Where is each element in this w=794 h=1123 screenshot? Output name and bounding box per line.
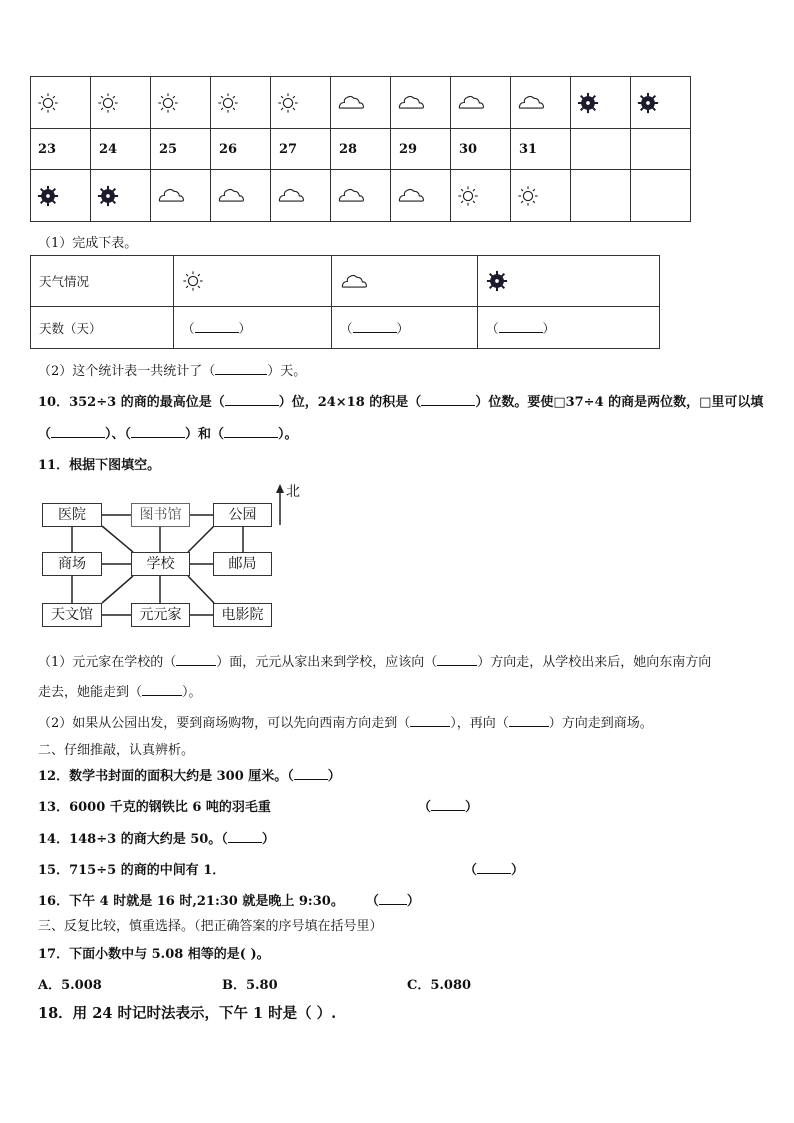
q11-part1-line2: 走去，她能走到（ ）。 [38,685,202,700]
map-park: 公园 [213,503,272,527]
q13-blank[interactable] [431,798,465,811]
date-cell: 27 [271,129,331,170]
q12-blank[interactable] [294,767,328,780]
date-cell: 26 [211,129,271,170]
summary-label-weather: 天气情况 [31,256,174,307]
q16: 16．下午 4 时就是 16 时,21:30 就是晚上 9:30。 （ ） [38,894,420,909]
q15-blank[interactable] [477,861,511,874]
q11-blank-2[interactable] [437,653,477,666]
q11-part2: （2）如果从公园出发，要到商场购物，可以先向西南方向走到（ ），再向（ ）方向走到商场。 [38,716,653,731]
map-school: 学校 [131,552,190,576]
q9-part1: （1）完成下表。 [38,236,138,251]
summary-label-days: 天数（天） [31,307,174,349]
map-post-office: 邮局 [213,552,272,576]
summary-blank-sun[interactable]: （ ） [174,307,332,349]
q18: 18．用 24 时记时法表示，下午 1 时是（ ）. [38,1005,337,1022]
map-home: 元元家 [131,603,190,627]
date-cell: 29 [391,129,451,170]
q16-blank[interactable] [379,892,407,905]
q11-blank-5[interactable] [509,714,549,727]
summary-blank-cloud[interactable]: （ ） [332,307,478,349]
q15-answer: （ ） [464,863,525,878]
q17-option-b[interactable]: B．5.80 [222,978,278,993]
map-library: 图书馆 [131,503,190,527]
q14-blank[interactable] [228,830,262,843]
q10-line2: （ ）、（ ）和（ ）。 [38,427,298,442]
q17-option-a[interactable]: A．5.008 [38,978,102,993]
q15: 15．715÷5 的商的中间有 1． [38,863,226,878]
map-observatory: 天文馆 [42,603,102,627]
map-market: 商场 [42,552,102,576]
q11-blank-3[interactable] [142,683,182,696]
section-3-heading: 三、反复比较，慎重选择。（把正确答案的序号填在括号里） [38,919,383,934]
q11-blank-4[interactable] [410,714,450,727]
date-cell: 28 [331,129,391,170]
map-cinema: 电影院 [213,603,272,627]
q11-blank-1[interactable] [176,653,216,666]
date-cell: 25 [151,129,211,170]
date-cell: 30 [451,129,511,170]
date-cell: 23 [31,129,91,170]
q11-title: 11．根据下图填空。 [38,458,161,473]
north-label: 北 [286,484,300,500]
q17-option-c[interactable]: C．5.080 [407,978,472,993]
q9-part2: （2）这个统计表一共统计了（ ）天。 [38,364,307,379]
date-cell: 31 [511,129,571,170]
q13: 13．6000 千克的钢铁比 6 吨的羽毛重 [38,800,271,815]
q17-stem: 17．下面小数中与 5.08 相等的是( )。 [38,947,270,962]
date-cell: 24 [91,129,151,170]
q11-part1-line1: （1）元元家在学校的（ ）面，元元从家出来到学校，应该向（ ）方向走，从学校出来后，她向东南方向 [38,655,712,670]
q13-answer: （ ） [418,800,479,815]
q10-line1: 10．352÷3 的商的最高位是（ ）位，24×18 的积是（ ）位数。要使□37÷4 的商是两位数，□里可以填 [38,395,764,410]
q12: 12．数学书封面的面积大约是 300 厘米。（ ） [38,769,341,784]
section-2-heading: 二、仔细推敲，认真辨析。 [38,743,195,758]
map-hospital: 医院 [42,503,102,527]
summary-blank-snow[interactable]: （ ） [478,307,660,349]
q14: 14．148÷3 的商大约是 50。（ ） [38,832,275,847]
